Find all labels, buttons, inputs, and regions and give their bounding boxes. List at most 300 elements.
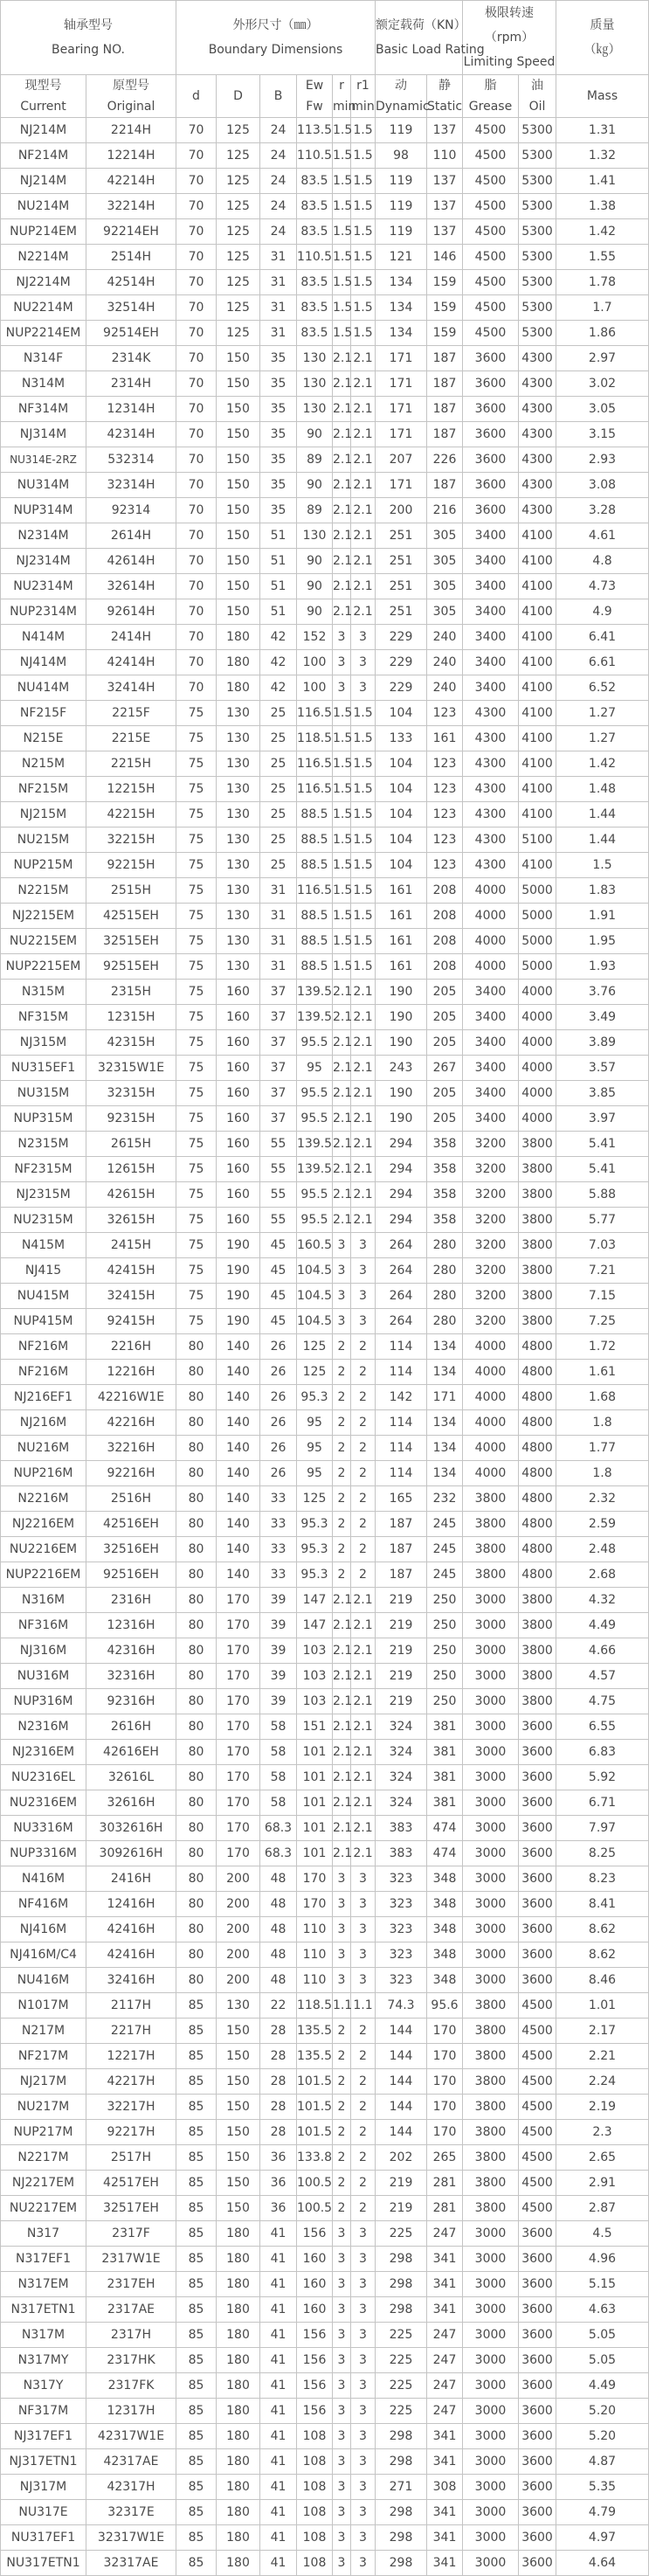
r1-min-cell: 3	[351, 2500, 376, 2525]
current-model-cell: NUP215M	[1, 853, 86, 878]
r-min-cell: 2.1	[333, 1157, 351, 1182]
table-row	[1, 1588, 649, 1613]
table-row	[1, 1892, 649, 1917]
dynamic-load-cell: 104	[376, 853, 427, 878]
original-model-cell: 12214H	[86, 143, 176, 169]
current-model-cell: NUP214EM	[1, 219, 86, 245]
outer-D-cell: 180	[217, 2247, 260, 2272]
dynamic-load-cell: 171	[376, 346, 427, 371]
grease-speed-cell: 4300	[463, 726, 519, 751]
dynamic-load-cell: 104	[376, 701, 427, 726]
r-min-cell: 2	[333, 1385, 351, 1410]
bore-d-cell: 75	[176, 1258, 217, 1284]
dynamic-load-cell: 165	[376, 1486, 427, 1512]
ew-fw-cell: 116.5	[297, 777, 333, 802]
bore-d-cell: 80	[176, 1816, 217, 1841]
r-min-cell: 3	[333, 2551, 351, 2576]
table-row	[1, 1182, 649, 1208]
bore-d-cell: 70	[176, 422, 217, 447]
width-B-cell: 24	[260, 219, 297, 245]
r-min-cell: 2	[333, 1436, 351, 1461]
oil-speed-cell: 4100	[519, 523, 556, 549]
outer-D-cell: 180	[217, 625, 260, 650]
dynamic-load-cell: 298	[376, 2500, 427, 2525]
current-model-cell: N416M	[1, 1866, 86, 1892]
width-B-cell: 36	[260, 2145, 297, 2171]
static-load-cell: 247	[427, 2221, 463, 2247]
original-model-cell: 12317H	[86, 2399, 176, 2424]
width-B-cell: 31	[260, 929, 297, 954]
ew-fw-cell: 101	[297, 1740, 333, 1765]
table-header	[1, 1, 649, 118]
r-min-cell: 1.5	[333, 904, 351, 929]
r-min-cell: 1.5	[333, 954, 351, 980]
bearing-no-header: 轴承型号 Bearing NO.	[1, 1, 176, 75]
dynamic-load-cell: 161	[376, 954, 427, 980]
oil-speed-cell: 3600	[519, 1714, 556, 1740]
r-min-cell: 3	[333, 2297, 351, 2323]
width-B-cell: 41	[260, 2272, 297, 2297]
current-model-cell: NU3316M	[1, 1816, 86, 1841]
bore-d-cell: 80	[176, 1942, 217, 1968]
grease-speed-cell: 3600	[463, 346, 519, 371]
oil-speed-cell: 4800	[519, 1512, 556, 1537]
original-model-cell: 32416H	[86, 1968, 176, 1993]
oil-speed-cell: 3600	[519, 2272, 556, 2297]
static-load-cell: 245	[427, 1537, 463, 1562]
mass-cell: 4.64	[556, 2551, 649, 2576]
width-B-cell: 55	[260, 1208, 297, 1233]
grease-speed-cell: 3000	[463, 2272, 519, 2297]
r1-min-cell: 1.5	[351, 321, 376, 346]
mass-cell: 5.05	[556, 2348, 649, 2373]
dynamic-load-cell: 171	[376, 422, 427, 447]
bore-d-cell: 70	[176, 523, 217, 549]
grease-speed-cell: 4500	[463, 270, 519, 295]
static-load-cell: 159	[427, 321, 463, 346]
width-B-cell: 26	[260, 1360, 297, 1385]
current-model-cell: NJ416M	[1, 1917, 86, 1942]
static-load-cell: 250	[427, 1638, 463, 1664]
grease-speed-cell: 3800	[463, 1486, 519, 1512]
r1-min-cell: 2.1	[351, 422, 376, 447]
dynamic-load-cell: 219	[376, 1588, 427, 1613]
table-row	[1, 2044, 649, 2069]
oil-speed-cell: 4000	[519, 1005, 556, 1030]
width-B-cell: 41	[260, 2449, 297, 2475]
static-load-cell: 208	[427, 929, 463, 954]
r1-min-cell: 2	[351, 2196, 376, 2221]
ew-fw-cell: 95.5	[297, 1106, 333, 1132]
r1-min-cell: 3	[351, 2449, 376, 2475]
static-load-cell: 247	[427, 2373, 463, 2399]
r-min-cell: 2.1	[333, 1689, 351, 1714]
current-model-cell: N2314M	[1, 523, 86, 549]
current-model-cell: N315M	[1, 980, 86, 1005]
bore-d-cell: 70	[176, 675, 217, 701]
mass-cell: 2.3	[556, 2120, 649, 2145]
dynamic-load-cell: 298	[376, 2525, 427, 2551]
outer-D-cell: 150	[217, 549, 260, 574]
outer-D-cell: 150	[217, 2095, 260, 2120]
outer-D-cell: 160	[217, 1005, 260, 1030]
outer-D-cell: 180	[217, 2323, 260, 2348]
ew-fw-cell: 88.5	[297, 904, 333, 929]
static-load-cell: 137	[427, 169, 463, 194]
table-row	[1, 1030, 649, 1056]
table-row	[1, 980, 649, 1005]
bore-d-cell: 80	[176, 1360, 217, 1385]
grease-speed-cell: 3200	[463, 1132, 519, 1157]
width-B-cell: 36	[260, 2196, 297, 2221]
r-min-cell: 2.1	[333, 498, 351, 523]
current-model-cell: NU316M	[1, 1664, 86, 1689]
ew-fw-cell: 95.3	[297, 1562, 333, 1588]
dynamic-load-cell: 142	[376, 1385, 427, 1410]
dynamic-load-cell: 294	[376, 1157, 427, 1182]
static-load-cell: 341	[427, 2525, 463, 2551]
mass-cell: 4.8	[556, 549, 649, 574]
r1-min-cell: 2	[351, 2044, 376, 2069]
mass-cell: 4.32	[556, 1588, 649, 1613]
dynamic-load-cell: 251	[376, 549, 427, 574]
bore-d-cell: 85	[176, 2069, 217, 2095]
static-load-cell: 308	[427, 2475, 463, 2500]
mass-cell: 4.61	[556, 523, 649, 549]
r-min-cell: 3	[333, 2272, 351, 2297]
dynamic-load-cell: 383	[376, 1841, 427, 1866]
outer-D-cell: 200	[217, 1942, 260, 1968]
table-row	[1, 929, 649, 954]
mass-cell: 2.24	[556, 2069, 649, 2095]
oil-speed-cell: 4100	[519, 802, 556, 828]
current-model-cell: NUP2216EM	[1, 1562, 86, 1588]
ew-fw-cell: 160.5	[297, 1233, 333, 1258]
oil-speed-cell: 3600	[519, 1841, 556, 1866]
dynamic-load-cell: 190	[376, 1106, 427, 1132]
dynamic-load-cell: 161	[376, 929, 427, 954]
dynamic-load-cell: 298	[376, 2551, 427, 2576]
static-load-cell: 341	[427, 2500, 463, 2525]
grease-speed-cell: 3000	[463, 2221, 519, 2247]
dynamic-load-cell: 134	[376, 270, 427, 295]
outer-D-cell: 170	[217, 1689, 260, 1714]
r1-min-cell: 2	[351, 1537, 376, 1562]
mass-cell: 2.93	[556, 447, 649, 473]
current-model-cell: NU2314M	[1, 574, 86, 599]
outer-D-cell: 150	[217, 2171, 260, 2196]
r1-min-cell: 1.5	[351, 295, 376, 321]
oil-speed-cell: 4300	[519, 346, 556, 371]
static-load-cell: 161	[427, 726, 463, 751]
r1-min-cell: 2.1	[351, 1740, 376, 1765]
r1-min-cell: 2.1	[351, 1790, 376, 1816]
original-model-cell: 2317W1E	[86, 2247, 176, 2272]
original-model-cell: 2414H	[86, 625, 176, 650]
oil-speed-cell: 3600	[519, 2525, 556, 2551]
table-row	[1, 2399, 649, 2424]
outer-D-cell: 180	[217, 675, 260, 701]
mass-cell: 1.44	[556, 802, 649, 828]
bore-d-cell: 85	[176, 2475, 217, 2500]
grease-speed-cell: 3200	[463, 1284, 519, 1309]
oil-speed-cell: 4800	[519, 1385, 556, 1410]
r1-min-cell: 1.5	[351, 194, 376, 219]
bore-d-cell: 85	[176, 2019, 217, 2044]
oil-speed-cell: 4000	[519, 1106, 556, 1132]
table-row	[1, 1410, 649, 1436]
width-B-cell: 26	[260, 1436, 297, 1461]
ew-fw-cell: 83.5	[297, 295, 333, 321]
mass-kg-header: Mass	[556, 75, 649, 118]
grease-speed-cell: 3000	[463, 1638, 519, 1664]
r1-min-cell: 3	[351, 1866, 376, 1892]
r-min-cell: 1.5	[333, 118, 351, 143]
current-model-cell: N2315M	[1, 1132, 86, 1157]
dynamic-load-cell: 171	[376, 397, 427, 422]
r-min-cell: 3	[333, 675, 351, 701]
oil-speed-cell: 4800	[519, 1562, 556, 1588]
current-model-cell: NJ2214M	[1, 270, 86, 295]
bore-d-cell: 75	[176, 1208, 217, 1233]
bore-d-cell: 70	[176, 346, 217, 371]
r1-min-cell: 3	[351, 1233, 376, 1258]
bore-d-cell: 85	[176, 1993, 217, 2019]
grease-speed-cell: 3000	[463, 1740, 519, 1765]
width-B-cell: 41	[260, 2323, 297, 2348]
grease-speed-cell: 3800	[463, 1512, 519, 1537]
width-B-cell: 41	[260, 2373, 297, 2399]
oil-speed-header: 油 Oil	[519, 75, 556, 118]
mass-cell: 5.15	[556, 2272, 649, 2297]
ew-fw-cell: 118.5	[297, 1993, 333, 2019]
static-load-cell: 170	[427, 2120, 463, 2145]
current-model-cell: NF315M	[1, 1005, 86, 1030]
outer-D-cell: 190	[217, 1309, 260, 1334]
width-B-cell: 28	[260, 2095, 297, 2120]
mass-cell: 5.92	[556, 1765, 649, 1790]
ew-fw-cell: 95	[297, 1436, 333, 1461]
current-model-cell: N314M	[1, 371, 86, 397]
table-row	[1, 1638, 649, 1664]
dynamic-load-cell: 229	[376, 650, 427, 675]
oil-speed-cell: 3600	[519, 2424, 556, 2449]
width-B-cell: 26	[260, 1334, 297, 1360]
r-min-cell: 3	[333, 2348, 351, 2373]
grease-speed-cell: 3400	[463, 549, 519, 574]
oil-speed-cell: 4100	[519, 701, 556, 726]
mass-cell: 5.05	[556, 2323, 649, 2348]
outer-D-cell: 150	[217, 2120, 260, 2145]
table-row	[1, 2272, 649, 2297]
dynamic-load-cell: 121	[376, 245, 427, 270]
original-model-cell: 42314H	[86, 422, 176, 447]
ew-fw-cell: 83.5	[297, 194, 333, 219]
mass-cell: 1.83	[556, 878, 649, 904]
original-model-cell: 2614H	[86, 523, 176, 549]
bore-d-cell: 70	[176, 245, 217, 270]
outer-D-cell: 180	[217, 2525, 260, 2551]
oil-speed-cell: 3600	[519, 1740, 556, 1765]
bore-d-cell: 75	[176, 1233, 217, 1258]
grease-speed-cell: 3200	[463, 1208, 519, 1233]
mass-cell: 1.5	[556, 853, 649, 878]
oil-speed-cell: 4500	[519, 2044, 556, 2069]
dynamic-load-header: 动 Dynamic	[376, 75, 427, 118]
table-row	[1, 118, 649, 143]
static-load-cell: 280	[427, 1258, 463, 1284]
grease-speed-cell: 3000	[463, 1816, 519, 1841]
width-B-cell: 31	[260, 954, 297, 980]
width-B-cell: 33	[260, 1486, 297, 1512]
mass-cell: 8.62	[556, 1917, 649, 1942]
r-min-cell: 2.1	[333, 1030, 351, 1056]
outer-D-cell: 170	[217, 1714, 260, 1740]
grease-speed-cell: 3400	[463, 980, 519, 1005]
r1-min-cell: 2	[351, 1436, 376, 1461]
r-min-cell: 2.1	[333, 549, 351, 574]
dynamic-load-cell: 104	[376, 802, 427, 828]
r1-min-cell: 3	[351, 1309, 376, 1334]
oil-speed-cell: 3800	[519, 1157, 556, 1182]
outer-D-cell: 125	[217, 245, 260, 270]
grease-speed-cell: 3800	[463, 2044, 519, 2069]
table-row	[1, 1157, 649, 1182]
ew-fw-cell: 95	[297, 1461, 333, 1486]
ew-fw-cell: 118.5	[297, 726, 333, 751]
original-model-cell: 2317AE	[86, 2297, 176, 2323]
table-row	[1, 904, 649, 929]
width-B-cell: 39	[260, 1588, 297, 1613]
bore-d-cell: 70	[176, 397, 217, 422]
bore-d-cell: 80	[176, 1410, 217, 1436]
original-model-cell: 2214H	[86, 118, 176, 143]
mass-cell: 7.97	[556, 1816, 649, 1841]
dynamic-load-cell: 134	[376, 321, 427, 346]
bore-d-cell: 70	[176, 118, 217, 143]
original-model-cell: 92514EH	[86, 321, 176, 346]
outer-D-cell: 140	[217, 1486, 260, 1512]
r-min-cell: 1.5	[333, 169, 351, 194]
oil-speed-cell: 4000	[519, 1056, 556, 1081]
r1-min-cell: 2.1	[351, 371, 376, 397]
table-row	[1, 1334, 649, 1360]
grease-speed-cell: 3000	[463, 1866, 519, 1892]
bore-d-cell: 75	[176, 1030, 217, 1056]
r-min-cell: 1.5	[333, 726, 351, 751]
width-B-cell: 25	[260, 701, 297, 726]
ew-fw-cell: 113.5	[297, 118, 333, 143]
r1-min-cell: 2	[351, 2171, 376, 2196]
grease-speed-cell: 3600	[463, 371, 519, 397]
original-model-cell: 42214H	[86, 169, 176, 194]
r-min-cell: 2.1	[333, 1714, 351, 1740]
r1-min-cell: 3	[351, 2348, 376, 2373]
oil-speed-cell: 4300	[519, 447, 556, 473]
static-load-cell: 250	[427, 1613, 463, 1638]
dynamic-load-cell: 324	[376, 1740, 427, 1765]
outer-D-cell: 130	[217, 777, 260, 802]
original-model-cell: 92614H	[86, 599, 176, 625]
bore-d-cell: 70	[176, 219, 217, 245]
bore-d-cell: 80	[176, 1892, 217, 1917]
table-row	[1, 321, 649, 346]
outer-D-cell: 140	[217, 1512, 260, 1537]
ew-fw-cell: 101	[297, 1765, 333, 1790]
oil-speed-cell: 4100	[519, 625, 556, 650]
static-load-cell: 170	[427, 2069, 463, 2095]
table-row	[1, 1360, 649, 1385]
bore-d-cell: 70	[176, 270, 217, 295]
r-min-cell: 1.5	[333, 194, 351, 219]
dynamic-load-cell: 161	[376, 904, 427, 929]
table-row	[1, 1816, 649, 1841]
oil-speed-cell: 3600	[519, 1765, 556, 1790]
grease-speed-cell: 4000	[463, 1334, 519, 1360]
outer-D-cell: 190	[217, 1233, 260, 1258]
dynamic-load-cell: 187	[376, 1562, 427, 1588]
ew-fw-cell: 156	[297, 2373, 333, 2399]
r-min-cell: 2	[333, 1461, 351, 1486]
original-model-cell: 42416H	[86, 1917, 176, 1942]
oil-speed-cell: 4000	[519, 1030, 556, 1056]
static-load-cell: 245	[427, 1512, 463, 1537]
bore-d-cell: 85	[176, 2171, 217, 2196]
r-min-cell: 3	[333, 625, 351, 650]
grease-speed-cell: 3000	[463, 2348, 519, 2373]
original-model-cell: 12217H	[86, 2044, 176, 2069]
static-load-cell: 187	[427, 371, 463, 397]
mass-cell: 1.95	[556, 929, 649, 954]
current-model-cell: N2214M	[1, 245, 86, 270]
table-row	[1, 1486, 649, 1512]
dynamic-load-cell: 114	[376, 1360, 427, 1385]
grease-speed-cell: 3000	[463, 2297, 519, 2323]
original-model-cell: 92516EH	[86, 1562, 176, 1588]
bore-d-cell: 70	[176, 599, 217, 625]
static-load-cell: 123	[427, 853, 463, 878]
dynamic-load-cell: 324	[376, 1714, 427, 1740]
r1-min-cell: 3	[351, 2221, 376, 2247]
dynamic-load-cell: 190	[376, 980, 427, 1005]
bore-d-cell: 70	[176, 169, 217, 194]
mass-cell: 4.5	[556, 2221, 649, 2247]
current-model-cell: NJ216EF1	[1, 1385, 86, 1410]
grease-speed-cell: 3000	[463, 2247, 519, 2272]
grease-speed-cell: 3000	[463, 1790, 519, 1816]
static-load-cell: 205	[427, 1081, 463, 1106]
mass-cell: 4.75	[556, 1689, 649, 1714]
table-row	[1, 2525, 649, 2551]
width-B-cell: 25	[260, 751, 297, 777]
current-model-cell: NU416M	[1, 1968, 86, 1993]
width-B-cell: 33	[260, 1512, 297, 1537]
oil-speed-cell: 4100	[519, 726, 556, 751]
outer-D-cell: 160	[217, 1030, 260, 1056]
r1-min-cell: 1.5	[351, 143, 376, 169]
width-B-cell: 25	[260, 853, 297, 878]
oil-speed-cell: 3600	[519, 2373, 556, 2399]
static-load-cell: 123	[427, 828, 463, 853]
outer-D-cell: 160	[217, 1132, 260, 1157]
r1-min-cell: 3	[351, 2373, 376, 2399]
oil-speed-cell: 4000	[519, 1081, 556, 1106]
outer-D-cell: 130	[217, 1993, 260, 2019]
oil-speed-cell: 3600	[519, 2297, 556, 2323]
width-B-cell: 41	[260, 2525, 297, 2551]
r-min-cell: 1.1	[333, 1993, 351, 2019]
r1-min-cell: 2.1	[351, 1816, 376, 1841]
